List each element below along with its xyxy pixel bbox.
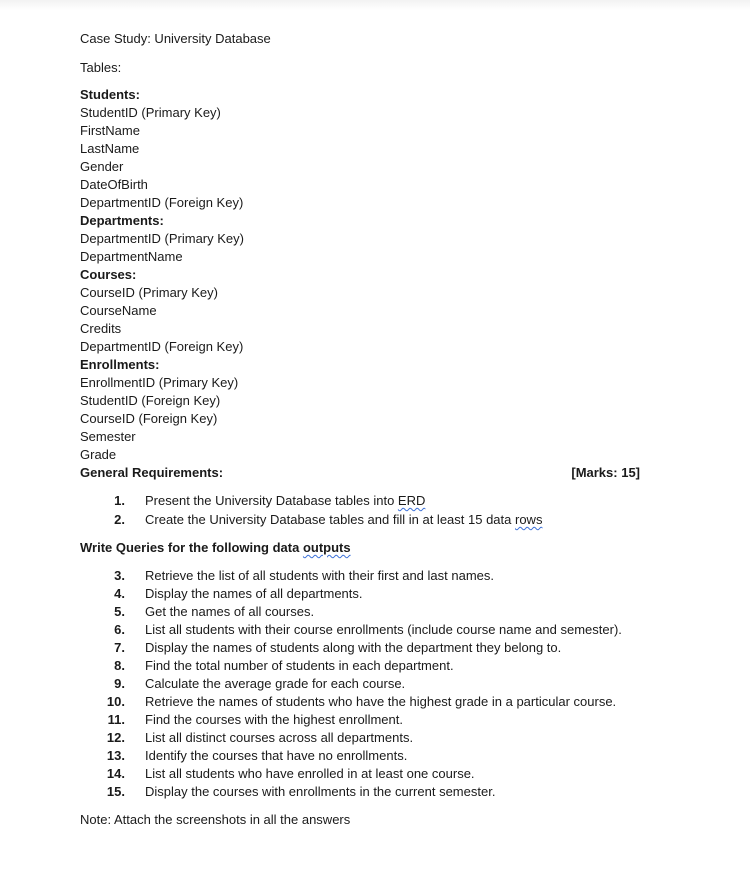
field-item: LastName — [80, 141, 140, 156]
field-item: DepartmentName — [80, 249, 183, 264]
table-heading-departments: Departments: — [80, 213, 164, 228]
item-number: 7. — [114, 640, 125, 655]
field-item: StudentID (Foreign Key) — [80, 393, 221, 408]
table-heading-courses: Courses: — [80, 267, 137, 282]
page-top-edge — [0, 0, 750, 10]
query-item — [100, 766, 475, 782]
query-item — [100, 676, 405, 692]
query-item — [100, 730, 413, 746]
item-number: 14. — [106, 766, 125, 781]
query-item — [100, 622, 622, 638]
field-item: DateOfBirth — [80, 177, 148, 192]
note-text: Note: Attach the screenshots in all the answers — [80, 812, 351, 827]
tables-label: Tables: — [80, 60, 122, 75]
item-number: 2. — [114, 512, 125, 527]
item-text: Display the names of students along with the department they belong to. — [145, 640, 562, 655]
item-text: List all students with their course enrollments (include course name and semester). — [145, 622, 622, 637]
query-item — [100, 694, 616, 710]
field-item: FirstName — [80, 123, 140, 138]
marks-label: [Marks: 15] — [571, 465, 640, 480]
field-item: DepartmentID (Foreign Key) — [80, 339, 244, 354]
item-number: 4. — [114, 586, 125, 601]
item-text: Find the courses with the highest enrollment. — [145, 712, 403, 727]
item-number: 9. — [114, 676, 125, 691]
table-heading-students: Students: — [80, 87, 140, 102]
query-item — [100, 748, 407, 764]
item-text: Identify the courses that have no enrollments. — [145, 748, 408, 763]
query-item — [100, 784, 495, 800]
spellcheck-underlined-word: rows — [515, 512, 543, 527]
field-item: Credits — [80, 321, 122, 336]
field-item: Semester — [80, 429, 136, 444]
item-text: Retrieve the list of all students with their first and last names. — [145, 568, 494, 583]
query-item — [100, 604, 314, 620]
item-text: Retrieve the names of students who have the highest grade in a particular course. — [145, 694, 617, 709]
query-item — [100, 568, 494, 584]
table-heading-enrollments: Enrollments: — [80, 357, 160, 372]
item-text — [145, 493, 425, 509]
item-text: Display the courses with enrollments in the current semester. — [145, 784, 496, 799]
item-number: 5. — [114, 604, 125, 619]
item-number: 15. — [106, 784, 125, 799]
item-text: List all students who have enrolled in at least one course. — [145, 766, 475, 781]
query-item — [100, 586, 363, 602]
spellcheck-underlined-word: outputs — [302, 540, 351, 555]
field-item: CourseID (Primary Key) — [80, 285, 218, 300]
field-item: DepartmentID (Primary Key) — [80, 231, 244, 246]
field-item: DepartmentID (Foreign Key) — [80, 195, 244, 210]
field-item: CourseID (Foreign Key) — [80, 411, 218, 426]
item-number: 8. — [114, 658, 125, 673]
item-number: 13. — [106, 748, 125, 763]
item-number: 1. — [114, 493, 125, 508]
document-title: Case Study: University Database — [80, 31, 271, 46]
requirement-item — [100, 493, 425, 509]
item-number: 6. — [114, 622, 125, 637]
query-item — [100, 712, 403, 728]
queries-heading — [80, 540, 351, 556]
query-item — [100, 640, 561, 656]
item-text: List all distinct courses across all departments. — [145, 730, 414, 745]
item-number: 11. — [107, 712, 125, 727]
field-item: Grade — [80, 447, 117, 462]
query-item — [100, 658, 454, 674]
field-item: EnrollmentID (Primary Key) — [80, 375, 239, 390]
field-item: CourseName — [80, 303, 157, 318]
general-requirements-heading: General Requirements: — [80, 465, 224, 480]
queries-heading-main: Write Queries for the following data — [80, 540, 303, 555]
item-number: 10. — [106, 694, 125, 709]
field-item: Gender — [80, 159, 124, 174]
item-text-main: Present the University Database tables into — [145, 493, 398, 508]
item-number: 12. — [106, 730, 125, 745]
item-text: Calculate the average grade for each course. — [145, 676, 406, 691]
spellcheck-underlined-word: ERD — [397, 493, 426, 508]
item-text — [145, 512, 542, 528]
item-text-main: Create the University Database tables and fill in at least 15 data — [145, 512, 515, 527]
requirement-item — [100, 512, 542, 528]
item-text: Find the total number of students in each department. — [145, 658, 454, 673]
item-text: Get the names of all courses. — [145, 604, 315, 619]
field-item: StudentID (Primary Key) — [80, 105, 221, 120]
item-text: Display the names of all departments. — [145, 586, 363, 601]
item-number: 3. — [114, 568, 125, 583]
